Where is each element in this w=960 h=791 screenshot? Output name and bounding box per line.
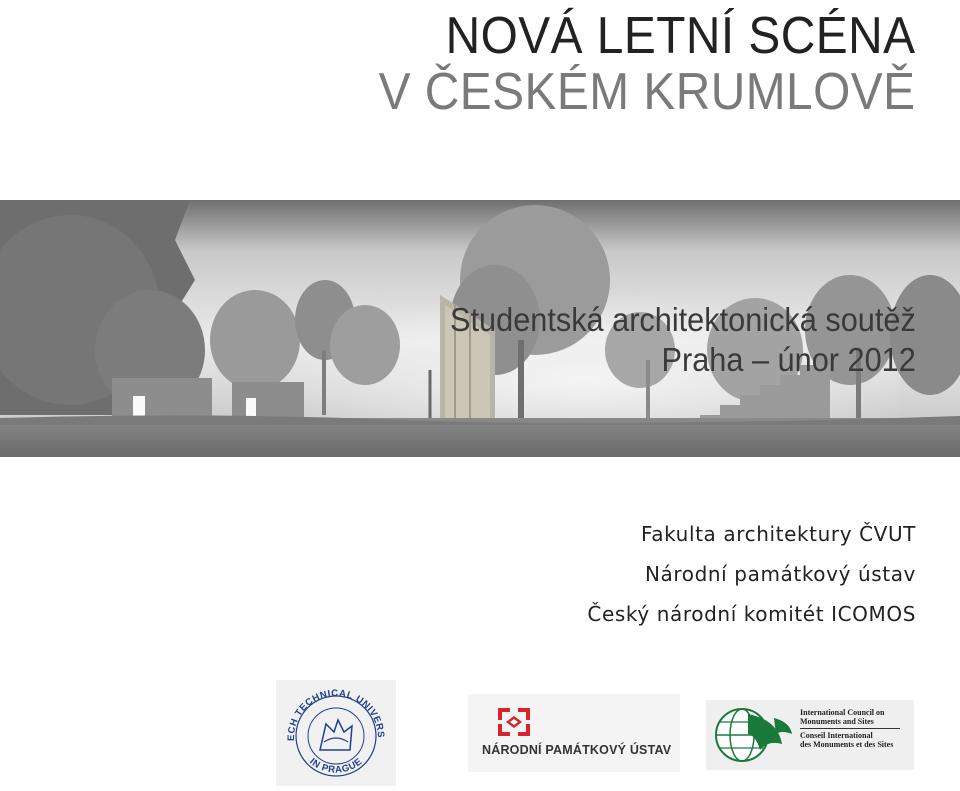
organizer-item: Národní památkový ústav: [644, 562, 916, 586]
organizers-list: [587, 514, 916, 634]
npu-logo: [468, 694, 680, 772]
npu-logo-text: NÁRODNÍ PAMÁTKOVÝ ÚSTAV: [482, 743, 672, 757]
svg-text:IN PRAGUE: [307, 756, 364, 776]
cvut-ring-text: ECH TECHNICAL UNIVERS: [285, 687, 387, 742]
icomos-line: Conseil International: [800, 731, 873, 740]
hero-banner: [0, 200, 960, 457]
page-title: NOVÁ LETNÍ SCÉNA: [446, 7, 916, 65]
page-title-location: V ČESKÉM KRUMLOVĚ: [379, 63, 916, 121]
cvut-logo: [276, 680, 396, 786]
icomos-line: International Council on: [800, 708, 885, 717]
organizer-item: Český národní komitét ICOMOS: [587, 602, 916, 626]
cvut-bottom-text: IN PRAGUE: [307, 756, 365, 776]
competition-subtitle: Studentská architektonická soutěž: [450, 301, 916, 338]
icomos-line: Monuments and Sites: [800, 717, 874, 726]
svg-text:CZECH TECHNICAL UNIVERSITY: [276, 680, 386, 741]
banner-text: [415, 300, 916, 380]
icomos-line: des Monuments et des Sites: [800, 740, 894, 749]
logos-row: [0, 678, 960, 787]
organizer-item: Fakulta architektury ČVUT: [640, 522, 916, 546]
title-block: [332, 8, 916, 120]
cvut-seal-icon: [276, 680, 396, 786]
icomos-text: [800, 708, 912, 749]
competition-date: Praha – únor 2012: [661, 341, 916, 378]
icomos-globe-icon: [708, 700, 798, 770]
npu-mark-icon: [468, 694, 680, 742]
icomos-divider: [800, 728, 900, 729]
icomos-logo: [706, 700, 914, 770]
